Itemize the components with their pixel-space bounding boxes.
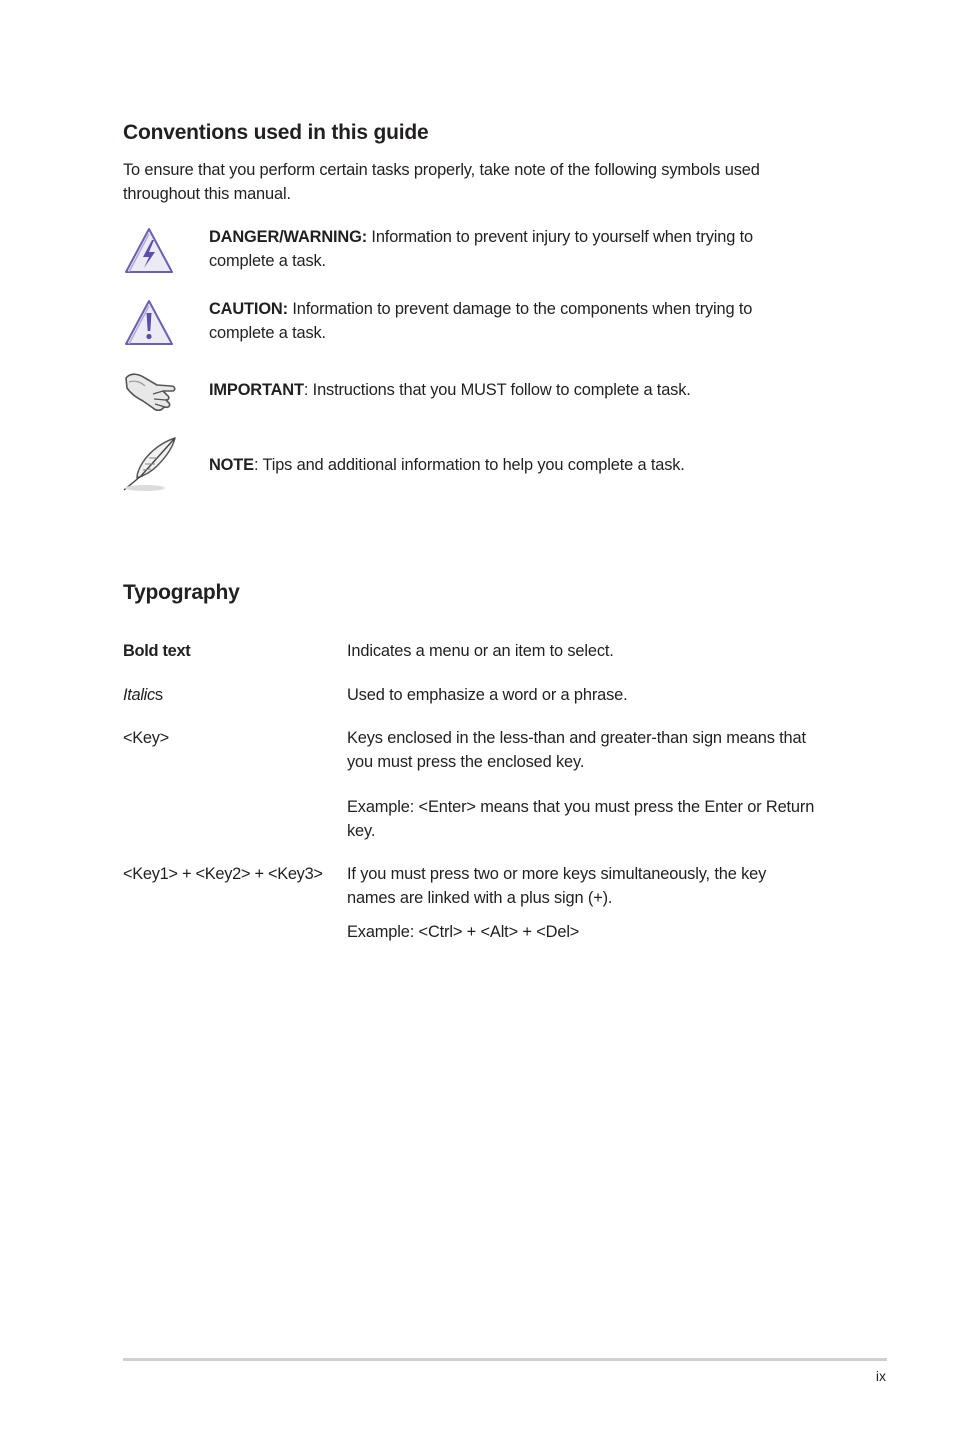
typography-example: Example: <Enter> means that you must press the Enter or Return key. bbox=[347, 798, 815, 840]
feather-pen-icon bbox=[123, 436, 181, 499]
pointing-hand-icon bbox=[123, 368, 181, 417]
conventions-intro: To ensure that you perform certain tasks properly, take note of the following symbols used throughout this manual. bbox=[123, 161, 760, 203]
notice-label: DANGER/WARNING: bbox=[209, 228, 368, 246]
page-number: ix bbox=[875, 1368, 886, 1384]
italic-term-suffix: s bbox=[154, 686, 163, 704]
conventions-heading: Conventions used in this guide bbox=[123, 121, 429, 144]
notice-label: NOTE bbox=[209, 456, 254, 474]
typography-description: Keys enclosed in the less-than and greater-than sign means that you must press the enclosed key. bbox=[347, 729, 806, 771]
footer-rule bbox=[123, 1358, 887, 1361]
typography-description: If you must press two or more keys simultaneously, the key names are linked with a plus sign (+). bbox=[347, 865, 767, 907]
warning-lightning-icon bbox=[123, 226, 175, 281]
typography-heading: Typography bbox=[123, 581, 240, 604]
notice-caution-text bbox=[209, 298, 809, 345]
italic-term: Italic bbox=[123, 686, 155, 704]
notice-important-text bbox=[209, 379, 809, 403]
typography-term: <Key1> + <Key2> + <Key3> bbox=[123, 865, 323, 883]
notice-note-text bbox=[209, 454, 809, 478]
notice-body: : Instructions that you MUST follow to complete a task. bbox=[303, 381, 691, 399]
typography-description: Used to emphasize a word or a phrase. bbox=[347, 686, 628, 704]
typography-example: Example: <Ctrl> + <Alt> + <Del> bbox=[347, 923, 580, 941]
typography-term bbox=[123, 684, 163, 708]
bold-term: Bold text bbox=[123, 642, 191, 660]
notice-body: Information to prevent damage to the components when trying to complete a task. bbox=[209, 300, 753, 342]
typography-description: Indicates a menu or an item to select. bbox=[347, 642, 614, 660]
typography-term: <Key> bbox=[123, 729, 169, 747]
notice-label: CAUTION: bbox=[209, 300, 288, 318]
notice-label: IMPORTANT bbox=[209, 381, 304, 399]
typography-term bbox=[123, 640, 190, 664]
notice-body: Information to prevent injury to yourself when trying to complete a task. bbox=[209, 228, 753, 270]
notice-body: : Tips and additional information to help you complete a task. bbox=[253, 456, 685, 474]
caution-exclamation-icon bbox=[123, 298, 175, 353]
notice-danger-warning-text bbox=[209, 226, 809, 273]
